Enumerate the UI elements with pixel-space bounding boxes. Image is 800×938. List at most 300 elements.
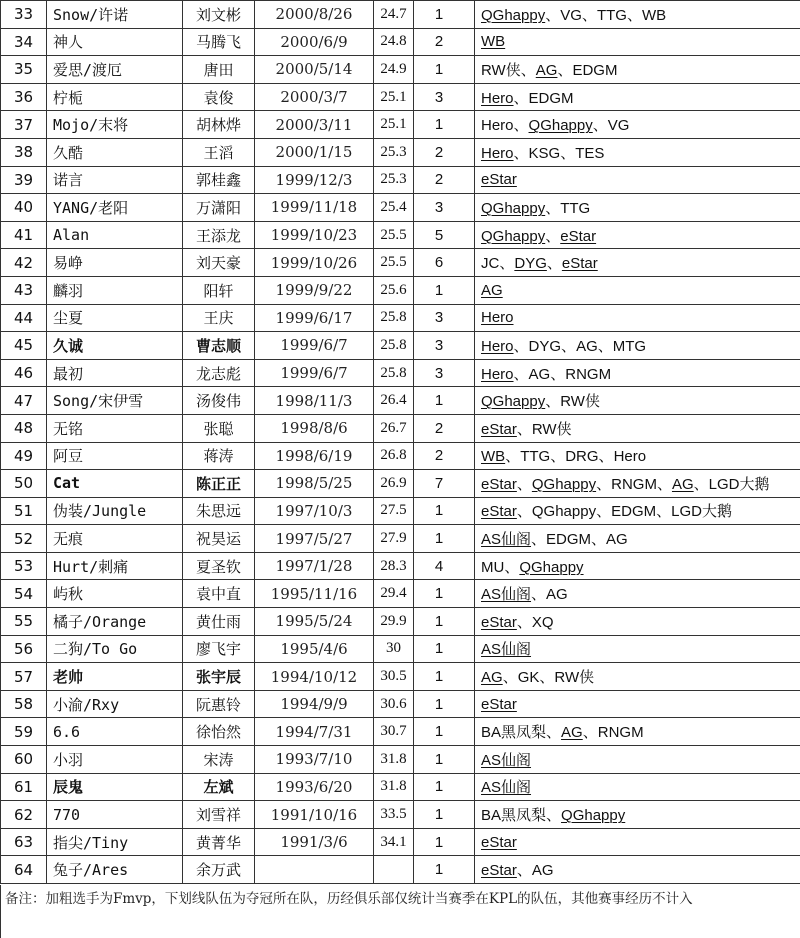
teams-cell bbox=[475, 608, 800, 636]
teams-cell bbox=[475, 138, 800, 166]
championship-count-cell: 2 bbox=[414, 166, 475, 194]
champion-team-name: WB bbox=[481, 33, 505, 50]
championship-count-cell: 2 bbox=[414, 28, 475, 56]
birthdate-cell: 2000/3/7 bbox=[255, 83, 374, 111]
real-name-cell: 袁中直 bbox=[183, 580, 255, 608]
rank-cell: 46 bbox=[1, 359, 47, 387]
rank-cell: 48 bbox=[1, 414, 47, 442]
real-name-cell: 刘文彬 bbox=[183, 1, 255, 29]
championship-count-cell: 7 bbox=[414, 470, 475, 498]
rank-cell: 38 bbox=[1, 138, 47, 166]
championship-count-cell: 2 bbox=[414, 442, 475, 470]
champion-team-name: AG bbox=[481, 669, 503, 686]
player-name-cell: 二狗/To Go bbox=[47, 635, 183, 663]
champion-team-name: eStar bbox=[481, 862, 517, 879]
birthdate-cell: 1995/11/16 bbox=[255, 580, 374, 608]
table-row bbox=[1, 194, 800, 222]
rank-cell: 40 bbox=[1, 194, 47, 222]
player-name-cell: Cat bbox=[47, 470, 183, 498]
champion-team-name: Hero bbox=[481, 90, 514, 107]
table-row bbox=[1, 525, 800, 553]
age-cell: 29.4 bbox=[374, 580, 414, 608]
championship-count-cell: 1 bbox=[414, 801, 475, 829]
birthdate-cell: 1993/6/20 bbox=[255, 773, 374, 801]
championship-count-cell: 1 bbox=[414, 690, 475, 718]
table-row bbox=[1, 414, 800, 442]
birthdate-cell: 2000/6/9 bbox=[255, 28, 374, 56]
championship-count-cell: 3 bbox=[414, 304, 475, 332]
player-name-cell: 最初 bbox=[47, 359, 183, 387]
age-cell: 25.3 bbox=[374, 138, 414, 166]
teams-cell bbox=[475, 746, 800, 774]
champion-team-name: eStar bbox=[481, 503, 517, 520]
team-separator: 、 bbox=[546, 807, 561, 824]
championship-count-cell: 2 bbox=[414, 138, 475, 166]
team-name: AG bbox=[576, 338, 598, 355]
champion-team-name: eStar bbox=[562, 255, 598, 272]
table-row bbox=[1, 56, 800, 84]
table-row bbox=[1, 746, 800, 774]
player-name-cell: Alan bbox=[47, 221, 183, 249]
champion-team-name: QGhappy bbox=[481, 228, 545, 245]
team-name: MTG bbox=[613, 338, 646, 355]
championship-count-cell: 1 bbox=[414, 828, 475, 856]
teams-cell bbox=[475, 856, 800, 884]
team-name: LGD大鹅 bbox=[709, 476, 770, 493]
table-row bbox=[1, 1, 800, 29]
team-separator: 、 bbox=[547, 255, 562, 272]
teams-cell bbox=[475, 663, 800, 691]
real-name-cell: 曹志顺 bbox=[183, 332, 255, 360]
rank-cell: 50 bbox=[1, 470, 47, 498]
champion-team-name: eStar bbox=[481, 614, 517, 631]
age-cell: 25.8 bbox=[374, 304, 414, 332]
team-separator: 、 bbox=[503, 669, 518, 686]
team-separator: 、 bbox=[656, 503, 671, 520]
championship-count-cell: 1 bbox=[414, 525, 475, 553]
team-separator: 、 bbox=[694, 476, 709, 493]
age-cell: 25.6 bbox=[374, 276, 414, 304]
real-name-cell: 余万武 bbox=[183, 856, 255, 884]
rank-cell: 43 bbox=[1, 276, 47, 304]
real-name-cell: 徐怡然 bbox=[183, 718, 255, 746]
age-cell: 25.8 bbox=[374, 359, 414, 387]
teams-cell bbox=[475, 828, 800, 856]
team-separator: 、 bbox=[499, 255, 514, 272]
table-row bbox=[1, 387, 800, 415]
team-name: BA黑凤梨 bbox=[481, 724, 546, 741]
championship-count-cell: 1 bbox=[414, 497, 475, 525]
teams-cell bbox=[475, 56, 800, 84]
team-separator: 、 bbox=[517, 476, 532, 493]
table-row bbox=[1, 663, 800, 691]
rank-cell: 62 bbox=[1, 801, 47, 829]
teams-cell bbox=[475, 635, 800, 663]
real-name-cell: 朱思远 bbox=[183, 497, 255, 525]
real-name-cell: 夏圣钦 bbox=[183, 552, 255, 580]
real-name-cell: 蒋涛 bbox=[183, 442, 255, 470]
teams-cell bbox=[475, 442, 800, 470]
team-name: TTG bbox=[597, 7, 627, 24]
team-name: RW侠 bbox=[481, 62, 521, 79]
team-separator: 、 bbox=[582, 7, 597, 24]
team-separator: 、 bbox=[596, 503, 611, 520]
table-row bbox=[1, 718, 800, 746]
team-name: VG bbox=[608, 117, 630, 134]
age-cell: 27.5 bbox=[374, 497, 414, 525]
rank-cell: 53 bbox=[1, 552, 47, 580]
player-name-cell: 伪装/Jungle bbox=[47, 497, 183, 525]
rank-cell: 56 bbox=[1, 635, 47, 663]
birthdate-cell: 1999/9/22 bbox=[255, 276, 374, 304]
player-name-cell: 橘子/Orange bbox=[47, 608, 183, 636]
table-row bbox=[1, 221, 800, 249]
real-name-cell: 刘雪祥 bbox=[183, 801, 255, 829]
player-name-cell: 易峥 bbox=[47, 249, 183, 277]
team-name: AG bbox=[532, 862, 554, 879]
team-separator: 、 bbox=[504, 559, 519, 576]
team-separator: 、 bbox=[517, 421, 532, 438]
birthdate-cell: 1999/12/3 bbox=[255, 166, 374, 194]
rank-cell: 57 bbox=[1, 663, 47, 691]
championship-count-cell: 2 bbox=[414, 414, 475, 442]
player-name-cell: Mojo/末将 bbox=[47, 111, 183, 139]
teams-cell bbox=[475, 1, 800, 29]
champion-team-name: AS仙阁 bbox=[481, 752, 531, 769]
champion-team-name: AS仙阁 bbox=[481, 531, 531, 548]
champion-team-name: Hero bbox=[481, 309, 514, 326]
championship-count-cell: 3 bbox=[414, 359, 475, 387]
age-cell: 25.5 bbox=[374, 249, 414, 277]
age-cell: 34.1 bbox=[374, 828, 414, 856]
champion-team-name: eStar bbox=[481, 834, 517, 851]
age-cell: 30.7 bbox=[374, 718, 414, 746]
real-name-cell: 阮惠铃 bbox=[183, 690, 255, 718]
age-cell: 25.1 bbox=[374, 83, 414, 111]
rank-cell: 63 bbox=[1, 828, 47, 856]
champion-team-name: QGhappy bbox=[519, 559, 583, 576]
birthdate-cell: 1999/6/7 bbox=[255, 332, 374, 360]
age-cell: 24.7 bbox=[374, 1, 414, 29]
age-cell: 25.5 bbox=[374, 221, 414, 249]
rank-cell: 35 bbox=[1, 56, 47, 84]
age-cell: 26.8 bbox=[374, 442, 414, 470]
rank-cell: 49 bbox=[1, 442, 47, 470]
real-name-cell: 祝昊运 bbox=[183, 525, 255, 553]
table-row bbox=[1, 690, 800, 718]
team-separator: 、 bbox=[517, 614, 532, 631]
teams-cell bbox=[475, 552, 800, 580]
team-separator: 、 bbox=[596, 476, 611, 493]
real-name-cell: 阳轩 bbox=[183, 276, 255, 304]
teams-cell bbox=[475, 249, 800, 277]
table-row bbox=[1, 138, 800, 166]
team-name: KSG bbox=[529, 145, 561, 162]
champion-team-name: DYG bbox=[514, 255, 547, 272]
table-row bbox=[1, 166, 800, 194]
championship-count-cell: 1 bbox=[414, 718, 475, 746]
real-name-cell: 黄菁华 bbox=[183, 828, 255, 856]
team-name: Hero bbox=[614, 448, 647, 465]
team-name: EDGM bbox=[529, 90, 574, 107]
birthdate-cell: 1998/11/3 bbox=[255, 387, 374, 415]
real-name-cell: 陈正正 bbox=[183, 470, 255, 498]
player-name-cell: 小渝/Rxy bbox=[47, 690, 183, 718]
team-separator: 、 bbox=[545, 7, 560, 24]
team-name: RNGM bbox=[598, 724, 644, 741]
championship-count-cell: 1 bbox=[414, 635, 475, 663]
team-separator: 、 bbox=[657, 476, 672, 493]
player-name-cell: 诺言 bbox=[47, 166, 183, 194]
player-name-cell: 兔子/Ares bbox=[47, 856, 183, 884]
team-separator: 、 bbox=[598, 338, 613, 355]
birthdate-cell: 1997/1/28 bbox=[255, 552, 374, 580]
team-name: QGhappy bbox=[532, 503, 596, 520]
team-separator: 、 bbox=[539, 669, 554, 686]
team-name: XQ bbox=[532, 614, 554, 631]
rank-cell: 55 bbox=[1, 608, 47, 636]
teams-cell bbox=[475, 414, 800, 442]
champion-team-name: QGhappy bbox=[561, 807, 625, 824]
team-name: RNGM bbox=[565, 366, 611, 383]
real-name-cell: 廖飞宇 bbox=[183, 635, 255, 663]
real-name-cell: 袁俊 bbox=[183, 83, 255, 111]
champion-team-name: WB bbox=[481, 448, 505, 465]
champion-team-name: eStar bbox=[481, 696, 517, 713]
team-separator: 、 bbox=[531, 531, 546, 548]
table-row bbox=[1, 552, 800, 580]
player-name-cell: 久酷 bbox=[47, 138, 183, 166]
champion-team-name: Hero bbox=[481, 366, 514, 383]
championship-count-cell: 1 bbox=[414, 111, 475, 139]
team-separator: 、 bbox=[591, 531, 606, 548]
birthdate-cell: 1991/3/6 bbox=[255, 828, 374, 856]
team-separator: 、 bbox=[550, 366, 565, 383]
real-name-cell: 万潇阳 bbox=[183, 194, 255, 222]
champion-team-name: AS仙阁 bbox=[481, 586, 531, 603]
table-row bbox=[1, 773, 800, 801]
table-row bbox=[1, 442, 800, 470]
real-name-cell: 王添龙 bbox=[183, 221, 255, 249]
age-cell: 24.9 bbox=[374, 56, 414, 84]
player-name-cell: 770 bbox=[47, 801, 183, 829]
champion-team-name: eStar bbox=[481, 476, 517, 493]
birthdate-cell: 2000/1/15 bbox=[255, 138, 374, 166]
team-name: TTG bbox=[560, 200, 590, 217]
birthdate-cell: 1998/8/6 bbox=[255, 414, 374, 442]
table-row bbox=[1, 28, 800, 56]
age-cell: 25.4 bbox=[374, 194, 414, 222]
championship-count-cell: 1 bbox=[414, 746, 475, 774]
teams-cell bbox=[475, 359, 800, 387]
real-name-cell: 张聪 bbox=[183, 414, 255, 442]
team-name: MU bbox=[481, 559, 504, 576]
champion-team-name: AG bbox=[536, 62, 558, 79]
team-name: AG bbox=[606, 531, 628, 548]
team-separator: 、 bbox=[546, 724, 561, 741]
teams-cell bbox=[475, 83, 800, 111]
rank-cell: 33 bbox=[1, 1, 47, 29]
rank-cell: 51 bbox=[1, 497, 47, 525]
player-name-cell: Song/宋伊雪 bbox=[47, 387, 183, 415]
team-separator: 、 bbox=[593, 117, 608, 134]
age-cell: 24.8 bbox=[374, 28, 414, 56]
birthdate-cell: 1999/6/7 bbox=[255, 359, 374, 387]
teams-cell bbox=[475, 718, 800, 746]
teams-cell bbox=[475, 690, 800, 718]
championship-count-cell: 1 bbox=[414, 580, 475, 608]
birthdate-cell: 1991/10/16 bbox=[255, 801, 374, 829]
player-name-cell: 尘夏 bbox=[47, 304, 183, 332]
birthdate-cell: 1994/10/12 bbox=[255, 663, 374, 691]
age-cell bbox=[374, 856, 414, 884]
age-cell: 29.9 bbox=[374, 608, 414, 636]
team-separator: 、 bbox=[531, 586, 546, 603]
team-name: RW侠 bbox=[532, 421, 572, 438]
teams-cell bbox=[475, 28, 800, 56]
table-row bbox=[1, 801, 800, 829]
champion-team-name: Hero bbox=[481, 338, 514, 355]
championship-count-cell: 1 bbox=[414, 56, 475, 84]
team-name: TES bbox=[575, 145, 604, 162]
champion-team-name: eStar bbox=[481, 421, 517, 438]
age-cell: 31.8 bbox=[374, 773, 414, 801]
player-name-cell: 神人 bbox=[47, 28, 183, 56]
age-cell: 26.4 bbox=[374, 387, 414, 415]
real-name-cell: 郭桂鑫 bbox=[183, 166, 255, 194]
table-row bbox=[1, 470, 800, 498]
table-row bbox=[1, 249, 800, 277]
birthdate-cell: 1994/7/31 bbox=[255, 718, 374, 746]
champion-team-name: eStar bbox=[560, 228, 596, 245]
player-name-cell: 柠栀 bbox=[47, 83, 183, 111]
championship-count-cell: 1 bbox=[414, 1, 475, 29]
real-name-cell: 龙志彪 bbox=[183, 359, 255, 387]
team-name: WB bbox=[642, 7, 666, 24]
champion-team-name: eStar bbox=[481, 171, 517, 188]
age-cell: 25.8 bbox=[374, 332, 414, 360]
table-row bbox=[1, 83, 800, 111]
rank-cell: 45 bbox=[1, 332, 47, 360]
table-row bbox=[1, 497, 800, 525]
team-name: AG bbox=[529, 366, 551, 383]
champion-team-name: QGhappy bbox=[529, 117, 593, 134]
team-separator: 、 bbox=[561, 338, 576, 355]
player-name-cell: 无痕 bbox=[47, 525, 183, 553]
real-name-cell: 汤俊伟 bbox=[183, 387, 255, 415]
real-name-cell: 马腾飞 bbox=[183, 28, 255, 56]
championship-count-cell: 1 bbox=[414, 387, 475, 415]
birthdate-cell: 1997/10/3 bbox=[255, 497, 374, 525]
champion-team-name: QGhappy bbox=[481, 7, 545, 24]
table-row bbox=[1, 111, 800, 139]
championship-count-cell: 3 bbox=[414, 332, 475, 360]
rank-cell: 54 bbox=[1, 580, 47, 608]
real-name-cell: 王庆 bbox=[183, 304, 255, 332]
rank-cell: 60 bbox=[1, 746, 47, 774]
team-name: AG bbox=[546, 586, 568, 603]
championship-count-cell: 4 bbox=[414, 552, 475, 580]
teams-cell bbox=[475, 221, 800, 249]
real-name-cell: 胡林烨 bbox=[183, 111, 255, 139]
birthdate-cell: 1998/6/19 bbox=[255, 442, 374, 470]
player-name-cell: YANG/老阳 bbox=[47, 194, 183, 222]
team-name: BA黑凤梨 bbox=[481, 807, 546, 824]
table-row bbox=[1, 332, 800, 360]
age-cell: 30.5 bbox=[374, 663, 414, 691]
team-name: EDGM bbox=[611, 503, 656, 520]
team-separator: 、 bbox=[545, 200, 560, 217]
teams-cell bbox=[475, 580, 800, 608]
player-name-cell: 爱思/渡厄 bbox=[47, 56, 183, 84]
teams-cell bbox=[475, 525, 800, 553]
team-separator: 、 bbox=[514, 90, 529, 107]
rank-cell: 64 bbox=[1, 856, 47, 884]
player-name-cell: 指尖/Tiny bbox=[47, 828, 183, 856]
age-cell: 26.7 bbox=[374, 414, 414, 442]
team-name: TTG bbox=[520, 448, 550, 465]
real-name-cell: 张宇辰 bbox=[183, 663, 255, 691]
teams-cell bbox=[475, 166, 800, 194]
championship-count-cell: 1 bbox=[414, 773, 475, 801]
birthdate-cell: 2000/5/14 bbox=[255, 56, 374, 84]
team-separator: 、 bbox=[583, 724, 598, 741]
team-separator: 、 bbox=[505, 448, 520, 465]
player-name-cell: Snow/许诺 bbox=[47, 1, 183, 29]
champion-team-name: AG bbox=[672, 476, 694, 493]
teams-cell bbox=[475, 387, 800, 415]
birthdate-cell: 1999/6/17 bbox=[255, 304, 374, 332]
table-row bbox=[1, 635, 800, 663]
table-row bbox=[1, 608, 800, 636]
team-name: DYG bbox=[529, 338, 562, 355]
team-name: EDGM bbox=[546, 531, 591, 548]
birthdate-cell: 1995/4/6 bbox=[255, 635, 374, 663]
rank-cell: 52 bbox=[1, 525, 47, 553]
birthdate-cell: 1997/5/27 bbox=[255, 525, 374, 553]
team-name: RNGM bbox=[611, 476, 657, 493]
birthdate-cell: 1999/10/23 bbox=[255, 221, 374, 249]
team-name: DRG bbox=[565, 448, 598, 465]
real-name-cell: 王滔 bbox=[183, 138, 255, 166]
team-name: JC bbox=[481, 255, 499, 272]
champion-team-name: AG bbox=[481, 282, 503, 299]
teams-cell bbox=[475, 304, 800, 332]
age-cell: 28.3 bbox=[374, 552, 414, 580]
team-name: EDGM bbox=[572, 62, 617, 79]
player-name-cell: 6.6 bbox=[47, 718, 183, 746]
real-name-cell: 刘天豪 bbox=[183, 249, 255, 277]
championship-count-cell: 3 bbox=[414, 83, 475, 111]
team-name: Hero bbox=[481, 117, 514, 134]
teams-cell bbox=[475, 773, 800, 801]
teams-cell bbox=[475, 332, 800, 360]
team-separator: 、 bbox=[517, 862, 532, 879]
teams-cell bbox=[475, 194, 800, 222]
rank-cell: 37 bbox=[1, 111, 47, 139]
table-row bbox=[1, 276, 800, 304]
rank-cell: 34 bbox=[1, 28, 47, 56]
player-name-cell: 久诚 bbox=[47, 332, 183, 360]
table-row bbox=[1, 580, 800, 608]
champion-team-name: QGhappy bbox=[481, 393, 545, 410]
player-name-cell: Hurt/刺痛 bbox=[47, 552, 183, 580]
team-separator: 、 bbox=[514, 338, 529, 355]
table-row bbox=[1, 359, 800, 387]
birthdate-cell: 1999/10/26 bbox=[255, 249, 374, 277]
champion-team-name: AS仙阁 bbox=[481, 641, 531, 658]
champion-team-name: AS仙阁 bbox=[481, 779, 531, 796]
